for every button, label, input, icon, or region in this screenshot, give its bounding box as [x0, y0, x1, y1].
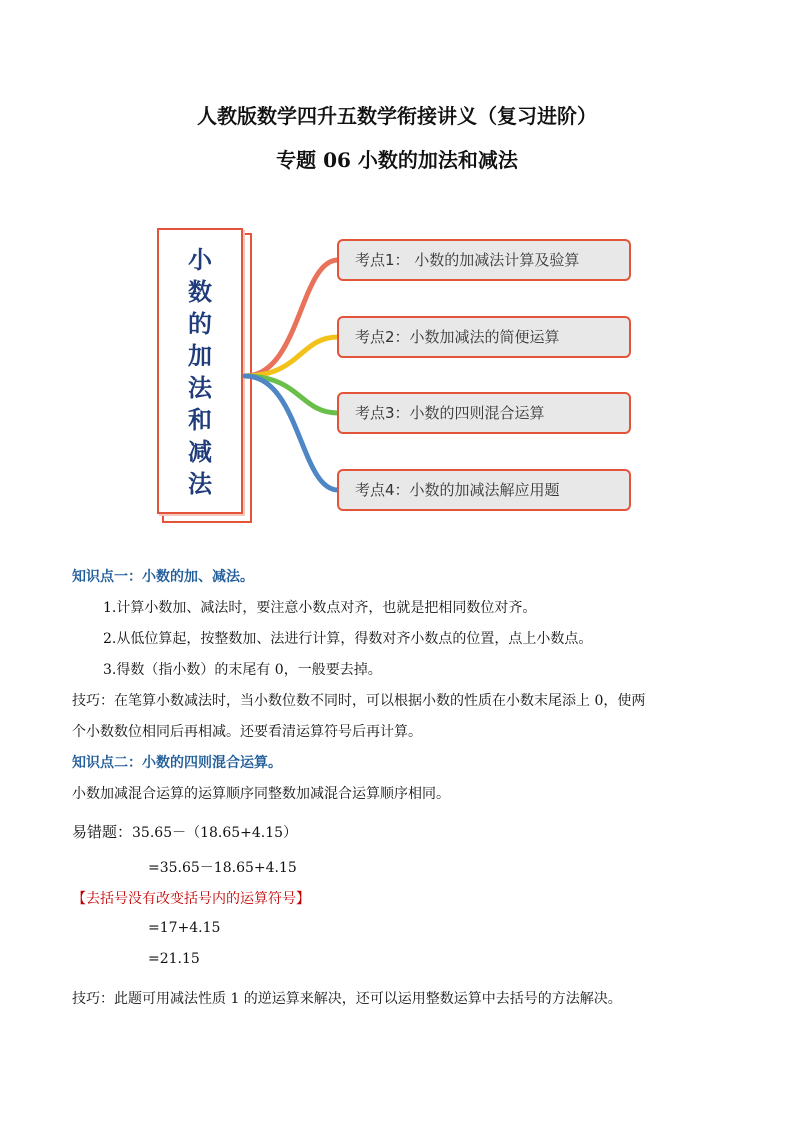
- section1-heading: 知识点一：小数的加、减法。: [72, 569, 254, 585]
- section1-tip-line-1: 技巧：在笔算小数减法时，当小数位数不同时，可以根据小数的性质在小数末尾添上 0，使两: [72, 693, 646, 709]
- center-char: 数: [188, 278, 212, 306]
- solution-step-2: =17+4.15: [148, 920, 221, 936]
- error-expression: 35.65－（18.65+4.15）: [132, 825, 298, 841]
- center-char: 减: [188, 438, 212, 466]
- section1-item-1: 1.计算小数加、减法时，要注意小数点对齐，也就是把相同数位对齐。: [103, 600, 537, 616]
- section2-tip: 技巧：此题可用减法性质 1 的逆运算来解决，还可以运用整数运算中去括号的方法解决。: [72, 991, 622, 1007]
- section2-text: 小数加减混合运算的运算顺序同整数加减混合运算顺序相同。: [72, 786, 450, 802]
- mindmap-node-1: 考点1： 小数的加减法计算及验算: [337, 239, 631, 281]
- section1-item-3: 3.得数（指小数）的末尾有 0，一般要去掉。: [103, 662, 382, 678]
- solution-step-1: =35.65－18.65+4.15: [148, 860, 297, 876]
- error-problem: [72, 821, 297, 842]
- document-title: 人教版数学四升五数学衔接讲义（复习进阶）: [197, 104, 597, 128]
- solution-step-3: =21.15: [148, 951, 200, 967]
- center-char: 加: [188, 342, 212, 370]
- center-char: 法: [188, 470, 212, 498]
- section2-heading: 知识点二：小数的四则混合运算。: [72, 755, 282, 771]
- error-label: 易错题：: [72, 823, 133, 841]
- mindmap-node-2: 考点2：小数加减法的简便运算: [337, 316, 631, 358]
- section1-item-2: 2.从低位算起，按整数加、法进行计算，得数对齐小数点的位置，点上小数点。: [103, 631, 593, 647]
- center-char: 小: [188, 246, 212, 274]
- center-char: 和: [188, 406, 212, 434]
- branch-4: [245, 376, 338, 490]
- section1-tip-line-2: 个小数数位相同后再相减。还要看清运算符号后再计算。: [72, 724, 422, 740]
- mindmap-node-4: 考点4：小数的加减法解应用题: [337, 469, 631, 511]
- center-char: 的: [188, 310, 212, 338]
- mindmap-node-3: 考点3：小数的四则混合运算: [337, 392, 631, 434]
- center-char: 法: [188, 374, 212, 402]
- branch-2: [245, 337, 338, 376]
- document-subtitle: 专题 06 小数的加法和减法: [276, 148, 518, 172]
- warning-note: 【去括号没有改变括号内的运算符号】: [72, 891, 310, 907]
